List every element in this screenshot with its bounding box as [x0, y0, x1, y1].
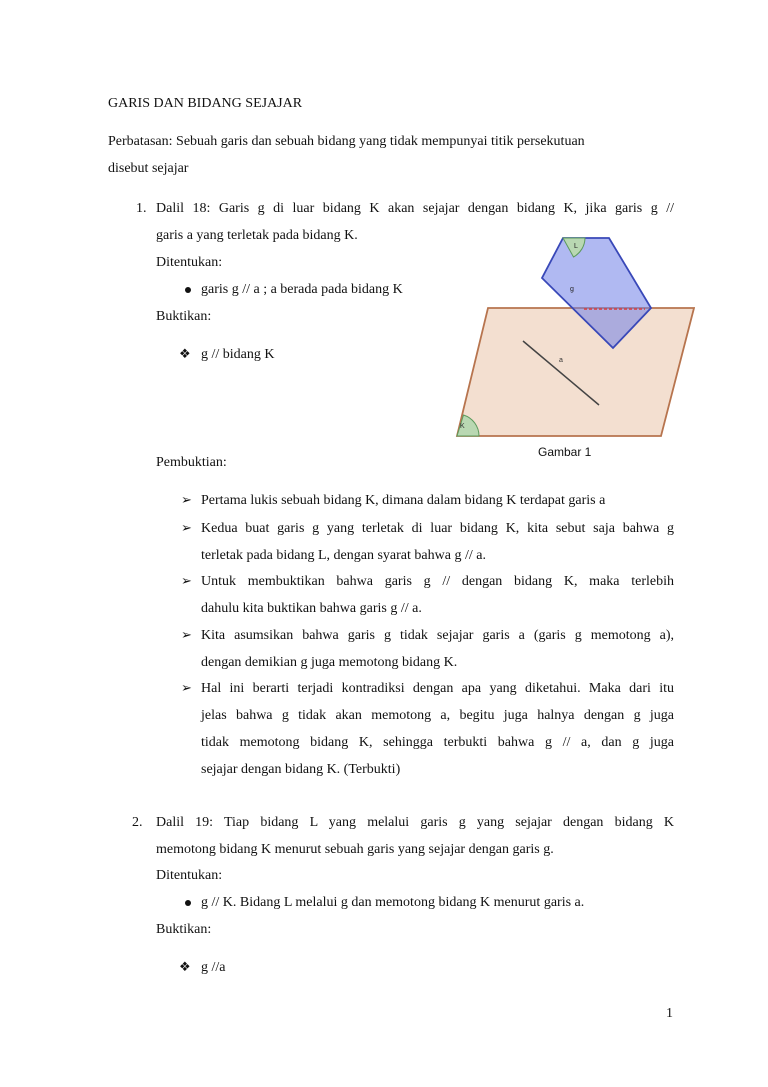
theorem-18-line-2: garis a yang terletak pada bidang K.: [156, 228, 358, 243]
bullet-dot-icon: [185, 287, 191, 293]
theorem-19-line-2: memotong bidang K menurut sebuah garis yang sejajar dengan garis g.: [156, 842, 554, 857]
theorem-18-line-1: Dalil 18: Garis g di luar bidang K akan sejajar dengan bidang K, jika garis g //: [156, 201, 674, 216]
arrow-bullet-icon: ➢: [181, 521, 192, 536]
figure-gambar-1: [455, 234, 695, 440]
claim-2: g //a: [201, 960, 226, 975]
arrow-bullet-icon: ➢: [181, 681, 192, 696]
plane-k: [457, 308, 694, 436]
definition-line-1: Perbatasan: Sebuah garis dan sebuah bidang yang tidak mempunyai titik persekutuan: [108, 134, 585, 149]
plane-diagram: [455, 234, 695, 440]
proof-step-5-line-3: tidak memotong bidang K, sehingga terbukti bahwa g // a, dan g juga: [201, 735, 674, 750]
document-title: GARIS DAN BIDANG SEJAJAR: [108, 96, 303, 111]
definition-line-2: disebut sejajar: [108, 161, 189, 176]
proof-step-4-line-1: Kita asumsikan bahwa garis g tidak sejajar garis a (garis g memotong a),: [201, 628, 674, 643]
proof-step-1-line-1: Pertama lukis sebuah bidang K, dimana dalam bidang K terdapat garis a: [201, 493, 606, 508]
item-2-number: 2.: [132, 815, 143, 830]
proof-label-2: Buktikan:: [156, 922, 212, 937]
theorem-19-line-1: Dalil 19: Tiap bidang L yang melalui garis g yang sejajar dengan bidang K: [156, 815, 674, 830]
diamond-bullet-icon: ❖: [179, 960, 191, 975]
proof-step-2-line-2: terletak pada bidang L, dengan syarat bahwa g // a.: [201, 548, 486, 563]
arrow-bullet-icon: ➢: [181, 628, 192, 643]
claim-1: g // bidang K: [201, 347, 275, 362]
proof-step-5-line-1: Hal ini berarti terjadi kontradiksi dengan apa yang diketahui. Maka dari itu: [201, 681, 674, 696]
given-label-2: Ditentukan:: [156, 868, 223, 883]
proof-step-5-line-2: jelas bahwa g tidak akan memotong a, begitu juga halnya dengan g juga: [201, 708, 674, 723]
proof-step-5-line-4: sejajar dengan bidang K. (Terbukti): [201, 762, 401, 777]
plane-k-label: K: [460, 423, 465, 430]
proof-heading-1: Pembuktian:: [156, 455, 227, 470]
arrow-bullet-icon: ➢: [181, 493, 192, 508]
proof-step-4-line-2: dengan demikian g juga memotong bidang K.: [201, 655, 458, 670]
proof-step-3-line-2: dahulu kita buktikan bahwa garis g // a.: [201, 601, 422, 616]
item-1-number: 1.: [136, 201, 147, 216]
figure-caption: Gambar 1: [538, 445, 592, 459]
arrow-bullet-icon: ➢: [181, 574, 192, 589]
bullet-dot-icon: [185, 900, 191, 906]
diamond-bullet-icon: ❖: [179, 347, 191, 362]
given-statement-1: garis g // a ; a berada pada bidang K: [201, 282, 403, 297]
plane-l-label: L: [574, 243, 578, 250]
page-number: 1: [666, 1006, 673, 1021]
given-statement-2: g // K. Bidang L melalui g dan memotong bidang K menurut garis a.: [201, 895, 585, 910]
proof-step-3-line-1: Untuk membuktikan bahwa garis g // dengan bidang K, maka terlebih: [201, 574, 674, 589]
given-label-1: Ditentukan:: [156, 255, 223, 270]
line-g-label: g: [570, 286, 574, 293]
line-a-label: a: [559, 357, 563, 364]
proof-step-2-line-1: Kedua buat garis g yang terletak di luar bidang K, kita sebut saja bahwa g: [201, 521, 674, 536]
proof-label-1: Buktikan:: [156, 309, 212, 324]
